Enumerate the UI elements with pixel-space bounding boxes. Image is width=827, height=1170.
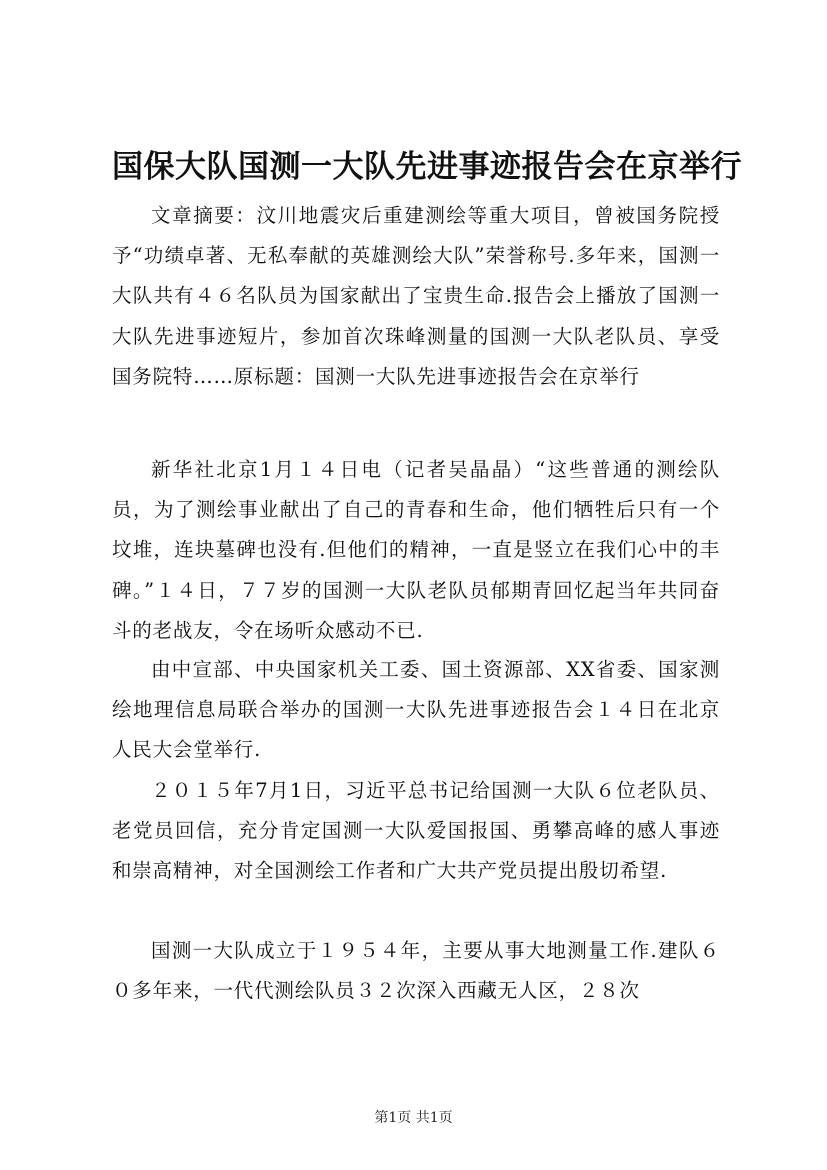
paragraph-xinhua-report: 新华社北京1月１４日电（记者吴晶晶）“这些普通的测绘队员，为了测绘事业献出了自己的青春和生命，他们牺牲后只有一个坟堆，连块墓碑也没有.但他们的精神，一直是竖立在我们心中的丰碑。”１４日，７７岁的国测一大队老队员郁期青回忆起当年共同奋斗的老战友，令在场听众感动不已.: [112, 458, 720, 642]
paragraph-organizers: 由中宣部、中央国家机关工委、国土资源部、XX省委、国家测绘地理信息局联合举办的国测一大队先进事迹报告会１４日在北京人民大会堂举行.: [112, 658, 720, 762]
page-number-footer: 第1页 共1页: [374, 1110, 453, 1126]
page-title: 国保大队国测一大队先进事迹报告会在京举行: [112, 149, 742, 185]
paragraph-reply-letter: ２０１５年7月1日，习近平总书记给国测一大队６位老队员、老党员回信，充分肯定国测一大队爱国报国、勇攀高峰的感人事迹和崇高精神，对全国测绘工作者和广大共产党员提出殷切希望.: [112, 779, 720, 883]
paragraph-team-history: 国测一大队成立于１９５４年，主要从事大地测量工作.建队６０多年来，一代代测绘队员３２次深入西藏无人区，２８次: [112, 939, 720, 1003]
paragraph-abstract: 文章摘要：汶川地震灾后重建测绘等重大项目，曾被国务院授予“功绩卓著、无私奉献的英雄测绘大队”荣誉称号.多年来，国测一大队共有４６名队员为国家献出了宝贵生命.报告会上播放了国测一大队先进事迹短片，参加首次珠峰测量的国测一大队老队员、享受国务院特……原标题：国测一大队先进事迹报告会在京举行: [112, 204, 720, 388]
